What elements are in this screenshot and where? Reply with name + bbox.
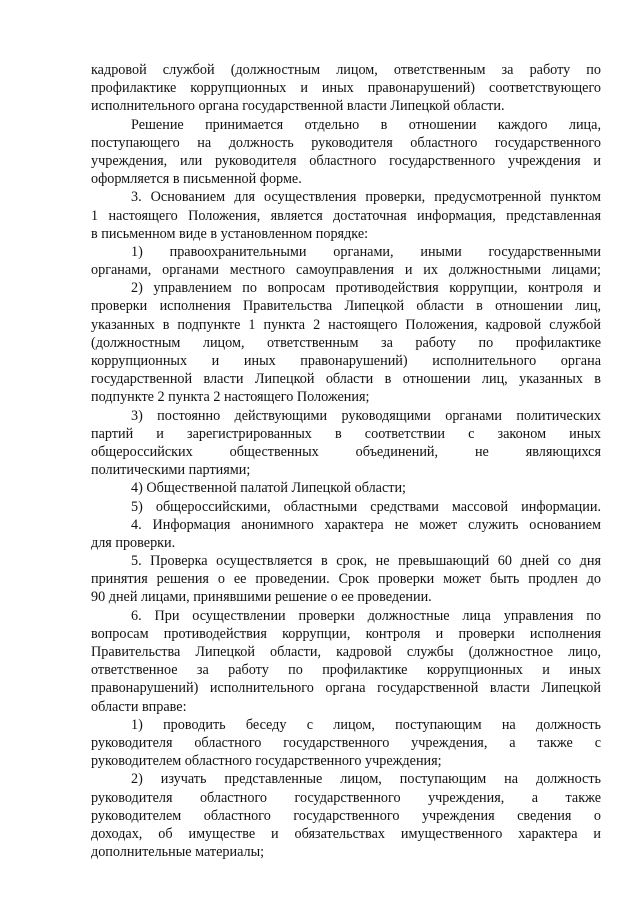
text-line: 2) управлением по вопросам противодействия коррупции, контроля и — [131, 280, 601, 297]
text-line: вопросам противодействия коррупции, контроля и проверки исполнения — [91, 625, 601, 642]
text-line: ответственное за работу по профилактике коррупционных и иных — [91, 662, 601, 679]
text-line: подпункте 2 пункта 2 настоящего Положения; — [91, 389, 370, 406]
text-line: партий и зарегистрированных в соответствии с законом иных — [91, 425, 601, 442]
text-line: указанных в подпункте 1 пункта 2 настоящего Положения, кадровой службой — [91, 316, 601, 333]
text-line: руководителя областного государственного учреждения, а также — [91, 789, 601, 806]
text-line: 6. При осуществлении проверки должностные лица управления по — [131, 607, 601, 624]
text-line: 2) изучать представленные лицом, поступающим на должность — [131, 771, 601, 788]
document-body — [91, 61, 601, 861]
text-line: оформляется в письменной форме. — [91, 171, 302, 188]
text-line: доходах, об имуществе и обязательствах имущественного характера и — [91, 825, 601, 842]
text-line: 5. Проверка осуществляется в срок, не превышающий 60 дней со дня — [131, 553, 601, 570]
text-line: 1) правоохранительными органами, иными государственными — [131, 243, 601, 260]
text-line: руководителем областного государственного учреждения; — [91, 753, 442, 770]
text-line: принятия решения о ее проведении. Срок проверки может быть продлен до — [91, 571, 601, 588]
text-line: Решение принимается отдельно в отношении каждого лица, — [131, 116, 601, 133]
text-line: исполнительного органа государственной власти Липецкой области. — [91, 98, 505, 115]
text-line: коррупционных и иных правонарушений) исполнительного органа — [91, 353, 601, 369]
text-line: руководителя областного государственного учреждения, а также с — [91, 734, 601, 751]
text-line: 1 настоящего Положения, является достаточная информация, представленная — [91, 207, 601, 224]
text-line: государственной власти Липецкой области в отношении лиц, указанных в — [91, 371, 601, 388]
text-line: поступающего на должность руководителя областного государственного — [91, 134, 601, 151]
text-line: в письменном виде в установленном порядке: — [91, 225, 369, 242]
text-line: руководителем областного государственного учреждения сведения о — [91, 807, 601, 824]
text-line: правонарушений) исполнительного органа государственной власти Липецкой — [91, 680, 601, 697]
text-line: 5) общероссийскими, областными средствами массовой информации. — [131, 498, 601, 515]
text-line: политическими партиями; — [91, 462, 251, 479]
text-line: 3. Основанием для осуществления проверки, предусмотренной пунктом — [131, 189, 601, 206]
text-line: 4) Общественной палатой Липецкой области; — [131, 480, 406, 497]
text-line: 90 дней лицами, принявшими решение о ее проведении. — [91, 589, 432, 606]
text-line: 1) проводить беседу с лицом, поступающим на должность — [131, 716, 601, 733]
text-line: общероссийских общественных объединений, не являющихся — [91, 443, 601, 460]
text-line: 4. Информация анонимного характера не может служить основанием — [131, 516, 601, 533]
text-line: учреждения, или руководителя областного государственного учреждения и — [91, 152, 601, 169]
text-line: Правительства Липецкой области, кадровой службы (должностное лицо, — [91, 644, 601, 660]
text-line: проверки исполнения Правительства Липецкой области в отношении лиц, — [91, 298, 601, 315]
text-line: профилактике коррупционных и иных правонарушений) соответствующего — [91, 80, 601, 97]
text-line: кадровой службой (должностным лицом, ответственным за работу по — [91, 62, 601, 78]
text-line: (должностным лицом, ответственным за работу по профилактике — [91, 334, 601, 351]
text-line: для проверки. — [91, 534, 176, 551]
text-line: области вправе: — [91, 698, 187, 715]
text-line: дополнительные материалы; — [91, 844, 265, 861]
text-line: органами, органами местного самоуправления и их должностными лицами; — [91, 262, 601, 279]
text-line: 3) постоянно действующими руководящими органами политических — [131, 407, 601, 424]
